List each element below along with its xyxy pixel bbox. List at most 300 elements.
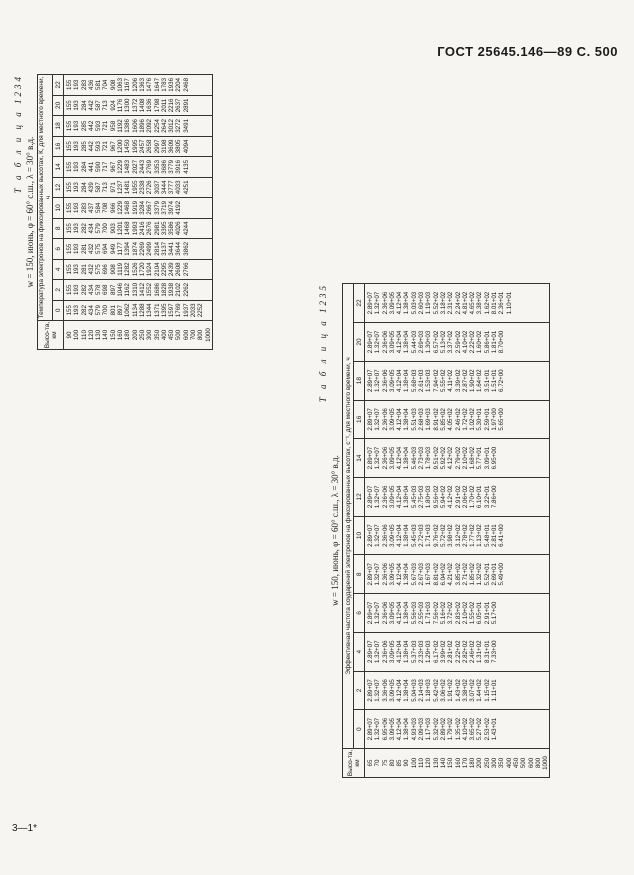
cell-value: 6.72+00: [498, 369, 506, 392]
altitude-value: 130: [432, 757, 440, 769]
cell-value: 439: [87, 182, 95, 193]
cell-value: 2.36+06: [381, 485, 389, 509]
altitude-value: 350: [153, 329, 161, 341]
cell-value: 949: [109, 243, 117, 254]
altitude-value: 100: [73, 329, 81, 341]
cell-value: 1.43+01: [491, 717, 499, 741]
cell-value: 967: [109, 141, 117, 152]
cell-value: 3.38+02: [461, 679, 469, 702]
cell-value: 1206: [131, 77, 139, 92]
cell-value: 6.41+00: [498, 524, 506, 547]
cell-value: 3.09+05: [388, 717, 396, 741]
cell-value: 281: [80, 264, 88, 275]
cell-value: 3395: [160, 221, 168, 236]
cell-value: 6.10+01: [476, 485, 484, 509]
cell-value: 1.18+03: [425, 679, 433, 702]
cell-value: 2.81+02: [447, 640, 455, 663]
cell-value: 4.12+04: [396, 563, 404, 586]
hour-header: 10: [53, 198, 64, 218]
cell-value: 5.56+03: [410, 601, 418, 625]
cell-value: 193: [73, 223, 81, 234]
cell-value: 4.12+04: [396, 408, 404, 431]
cell-value: 2637: [175, 98, 183, 113]
cell-value: 193: [73, 264, 81, 275]
hour-header: 8: [53, 218, 64, 238]
altitude-header: Высо-та, км: [343, 749, 365, 778]
cell-value: 155: [66, 79, 73, 90]
cell-value: 5.04+03: [410, 679, 418, 702]
cell-value: 155: [66, 264, 73, 275]
altitude-value: 120: [87, 329, 95, 341]
cell-value: 3.99+02: [439, 640, 447, 663]
cell-value: 4.93+03: [410, 717, 418, 741]
value-column: [365, 400, 550, 439]
cell-value: 1.38+04: [403, 369, 411, 392]
hour-header: 6: [53, 239, 64, 259]
cell-value: 5.67+03: [410, 563, 418, 586]
cell-value: 2.31+02: [447, 291, 455, 315]
cell-value: 1.32+07: [374, 369, 382, 392]
cell-value: 1201: [117, 221, 125, 236]
altitude-value: 85: [396, 759, 404, 767]
cell-value: 2457: [138, 139, 146, 154]
cell-value: 1.32+07: [374, 524, 382, 547]
cell-value: 4192: [175, 200, 183, 215]
cell-value: 2104: [153, 262, 161, 277]
cell-value: 283: [80, 202, 88, 213]
cell-value: 193: [73, 79, 81, 90]
altitude-value: 150: [109, 329, 117, 341]
cell-value: 1783: [160, 77, 168, 92]
cell-value: 2.36+06: [381, 330, 389, 354]
cell-value: 2092: [146, 119, 154, 133]
cell-value: 1229: [117, 159, 125, 174]
cell-value: 4.21+02: [447, 563, 455, 586]
cell-value: 282: [80, 223, 88, 234]
cell-value: 1162: [124, 283, 132, 297]
cell-value: 441: [87, 161, 95, 173]
cell-value: 2338: [138, 180, 146, 195]
cell-value: 2.61+03: [418, 369, 426, 392]
cell-value: 1.90+02: [469, 369, 477, 392]
cell-value: 2.91+02: [454, 485, 462, 509]
cell-value: 5.94+02: [439, 485, 447, 509]
cell-value: 5.37+03: [410, 640, 418, 663]
cell-value: 4.10+02: [461, 330, 469, 354]
cell-value: 579: [95, 305, 103, 316]
cell-value: 1686: [153, 282, 161, 297]
cell-value: 5.30+01: [476, 408, 484, 431]
altitude-header: Высо-та, км: [38, 321, 64, 350]
cell-value: 1995: [131, 139, 139, 154]
cell-value: 2.75+03: [418, 485, 426, 509]
table-1234-caption: Т а б л и ц а 1234: [13, 74, 23, 194]
cell-value: 2.69+01: [491, 563, 499, 586]
cell-value: 1828: [160, 282, 168, 297]
cell-value: 3.09+05: [388, 291, 396, 315]
cell-value: 2.36+06: [381, 369, 389, 392]
cell-value: 3.22+01: [483, 485, 491, 509]
cell-value: 4.10+02: [461, 717, 469, 741]
cell-value: 1938: [168, 282, 176, 297]
cell-value: 2891: [182, 98, 190, 113]
cell-value: 3805: [175, 139, 183, 154]
cell-value: 1412: [138, 282, 146, 297]
cell-value: 1310: [131, 282, 139, 297]
cell-value: 5.86+01: [483, 330, 491, 354]
cell-value: 1.32+07: [374, 717, 382, 741]
cell-value: 1046: [117, 282, 125, 297]
cell-value: 7.86+00: [491, 485, 499, 509]
altitude-value: 200: [476, 757, 484, 769]
cell-value: 3.07+02: [469, 679, 477, 702]
cell-value: 1.72+02: [461, 408, 469, 431]
altitude-value: 70: [374, 759, 382, 767]
cell-value: 6.05+01: [476, 601, 484, 625]
table-1235: [342, 283, 550, 778]
cell-value: 155: [66, 223, 73, 234]
cell-value: 2.36+06: [381, 524, 389, 547]
value-column: [365, 439, 550, 478]
value-column: [64, 300, 213, 320]
hour-header: 22: [53, 75, 64, 96]
cell-value: 4.12+04: [396, 640, 404, 663]
cell-value: 584: [95, 202, 103, 213]
hour-header: 2: [354, 671, 365, 710]
altitude-value: 1000: [204, 328, 212, 342]
cell-value: 1.70+02: [469, 485, 477, 509]
value-column: [365, 477, 550, 516]
cell-value: 1.15+02: [483, 679, 491, 702]
altitude-value: 1000: [542, 756, 550, 770]
hour-header: 6: [354, 594, 365, 633]
cell-value: 432: [87, 243, 95, 254]
cell-value: 587: [95, 182, 103, 193]
cell-value: 1.30+03: [425, 330, 433, 354]
cell-value: 436: [87, 79, 95, 90]
cell-value: 2.36+06: [381, 408, 389, 431]
cell-value: 1450: [124, 139, 132, 154]
cell-value: 8.70+00: [498, 330, 506, 354]
cell-value: 1.38+04: [403, 524, 411, 547]
cell-value: 590: [95, 161, 103, 173]
cell-value: 4.05+02: [447, 408, 455, 431]
cell-value: 3012: [168, 119, 176, 133]
cell-value: 1.32+07: [374, 601, 382, 625]
cell-value: 2.79+02: [454, 446, 462, 470]
cell-value: 1.67+03: [425, 563, 433, 586]
cell-value: 1.55+02: [469, 601, 477, 625]
cell-value: 4.12+04: [396, 717, 404, 741]
cell-value: 2269: [138, 241, 146, 256]
cell-value: 155: [66, 243, 73, 254]
altitude-value: 80: [388, 759, 396, 767]
value-column: [64, 259, 213, 279]
altitude-value: 200: [131, 329, 139, 341]
cell-value: 284: [80, 161, 88, 173]
cell-value: 4.12+04: [396, 524, 404, 547]
cell-value: 7.94+02: [432, 369, 440, 392]
cell-value: 1.38+04: [403, 640, 411, 663]
cell-value: 1.38+04: [403, 330, 411, 354]
cell-value: 698: [102, 284, 110, 295]
value-column: [365, 710, 550, 749]
hour-header: 18: [53, 116, 64, 136]
altitude-value: 140: [439, 757, 447, 769]
cell-value: 4135: [182, 159, 190, 174]
cell-value: 2.36+06: [381, 291, 389, 315]
cell-value: 1063: [117, 77, 125, 92]
cell-value: 1476: [146, 77, 154, 92]
cell-value: 3719: [160, 200, 168, 215]
cell-value: 2468: [182, 77, 190, 92]
cell-value: 2.55+03: [418, 601, 426, 625]
altitude-value: 250: [138, 329, 146, 341]
cell-value: 2.89+07: [367, 717, 374, 741]
hour-header: 22: [354, 284, 365, 323]
cell-value: 1606: [131, 119, 139, 133]
hour-header: 4: [354, 632, 365, 671]
cell-value: 2439: [168, 262, 176, 277]
cell-value: 1.32+07: [374, 291, 382, 315]
page-footer: 3—1*: [12, 823, 38, 834]
cell-value: 193: [73, 141, 81, 152]
cell-value: 2667: [146, 200, 154, 215]
value-column: [64, 75, 213, 96]
cell-value: 1955: [131, 180, 139, 195]
cell-value: 5.72+02: [439, 524, 447, 547]
cell-value: 4.12+04: [396, 446, 404, 470]
cell-value: 1924: [146, 262, 154, 277]
cell-value: 8.91+02: [432, 408, 440, 431]
cell-value: 3974: [168, 200, 176, 215]
cell-value: 2.89+07: [367, 485, 374, 509]
cell-value: 2676: [146, 221, 154, 236]
cell-value: 1.78+03: [425, 446, 433, 470]
cell-value: 1386: [124, 119, 132, 133]
cell-value: 897: [117, 305, 125, 316]
cell-value: 2981: [153, 221, 161, 236]
cell-value: 2.36+06: [381, 640, 389, 663]
hour-header: 20: [354, 323, 365, 362]
cell-value: 437: [87, 202, 95, 213]
cell-value: 1720: [138, 262, 146, 277]
cell-value: 2.53+02: [483, 717, 491, 741]
cell-value: 1.32+07: [374, 679, 382, 702]
cell-value: 5.49+00: [498, 563, 506, 586]
altitude-value: 160: [117, 329, 125, 341]
cell-value: 1.71+03: [425, 601, 433, 625]
cell-value: 578: [95, 284, 103, 295]
cell-value: 1636: [146, 98, 154, 113]
value-column: [365, 323, 550, 362]
cell-value: 6.04+02: [439, 563, 447, 586]
cell-value: 5.13+02: [439, 330, 447, 354]
cell-value: 3.39+02: [454, 369, 462, 392]
cell-value: 3.65+02: [469, 717, 477, 741]
cell-value: 3777: [168, 180, 176, 195]
cell-value: 2997: [153, 139, 161, 154]
cell-value: 5.03+03: [410, 291, 418, 315]
cell-value: 1192: [117, 119, 125, 133]
cell-value: 1.81+01: [491, 330, 499, 354]
cell-value: 1167: [124, 78, 132, 92]
cell-value: 3.09+05: [388, 524, 396, 547]
cell-value: 1.19+03: [425, 291, 433, 315]
altitude-value: 500: [520, 757, 528, 769]
cell-value: 2033: [190, 303, 198, 318]
cell-value: 1.51+01: [491, 369, 499, 392]
cell-value: 2.14+03: [418, 679, 426, 702]
cell-value: 5.32+02: [432, 717, 440, 741]
altitude-value: 350: [498, 757, 506, 769]
cell-value: 1.69+03: [425, 408, 433, 431]
cell-value: 1.43+02: [454, 679, 462, 702]
cell-value: 2.89+07: [367, 291, 374, 315]
cell-value: 3.09+05: [388, 408, 396, 431]
altitude-value: 110: [418, 758, 426, 768]
cell-value: 2102: [175, 282, 183, 297]
cell-value: 1.32+07: [374, 640, 382, 663]
cell-value: 2.06+02: [461, 485, 469, 509]
hour-header: 20: [53, 95, 64, 115]
cell-value: 903: [109, 223, 117, 234]
cell-value: 1176: [117, 98, 125, 113]
cell-value: 2.22+02: [469, 330, 477, 354]
hour-header: 14: [354, 439, 365, 478]
cell-value: 1.38+04: [403, 291, 411, 315]
cell-value: 1.38+04: [403, 408, 411, 431]
cell-value: 1936: [168, 77, 176, 92]
cell-value: 2.89+07: [367, 369, 374, 392]
cell-value: 2443: [138, 159, 146, 174]
altitude-value: 300: [146, 329, 154, 341]
cell-value: 3686: [160, 159, 168, 174]
cell-value: 1.11+01: [491, 679, 499, 702]
value-column: [365, 671, 550, 710]
cell-value: 281: [80, 243, 88, 254]
cell-value: 2766: [182, 262, 190, 277]
cell-value: 8.81+02: [432, 563, 440, 586]
cell-value: 2.67+03: [418, 563, 426, 586]
cell-value: 1.32+07: [374, 330, 382, 354]
cell-value: 721: [102, 141, 110, 152]
value-column: [64, 177, 213, 197]
cell-value: 958: [109, 120, 117, 132]
cell-value: 2.36+06: [381, 563, 389, 586]
cell-value: 5.44+03: [410, 330, 418, 354]
cell-value: 2.60+03: [418, 291, 426, 315]
cell-value: 2.89+02: [439, 717, 447, 741]
cell-value: 708: [102, 202, 110, 213]
cell-value: 2416: [138, 221, 146, 236]
cell-value: 593: [95, 141, 103, 152]
cell-value: 282: [80, 305, 88, 316]
value-column: [365, 632, 550, 671]
cell-value: 579: [95, 223, 103, 234]
cell-value: 1.02+02: [469, 408, 477, 431]
cell-value: 5.68+03: [410, 369, 418, 392]
value-column: [64, 198, 213, 218]
cell-value: 1372: [131, 98, 139, 113]
cell-value: 3.09+05: [388, 330, 396, 354]
cell-value: 1.71+03: [425, 524, 433, 547]
altitude-value: 75: [381, 759, 389, 767]
cell-value: 1.79+02: [447, 717, 455, 741]
cell-value: 5.52+01: [483, 563, 491, 586]
cell-value: 4.12+02: [447, 446, 455, 470]
cell-value: 1798: [153, 98, 161, 113]
cell-value: 1468: [124, 221, 132, 236]
cell-value: 193: [73, 202, 81, 213]
cell-value: 2608: [175, 262, 183, 277]
hour-header: 0: [354, 710, 365, 749]
altitude-value: 120: [425, 757, 433, 769]
cell-value: 9.56+02: [432, 485, 440, 509]
cell-value: 9.51+02: [432, 446, 440, 470]
cell-value: 2.09+03: [418, 717, 426, 741]
cell-value: 3.09+05: [388, 446, 396, 470]
cell-value: 1483: [124, 159, 132, 174]
altitude-value: 700: [190, 329, 198, 341]
cell-value: 5.48+01: [483, 524, 491, 547]
cell-value: 1552: [146, 282, 154, 297]
cell-value: 2262: [182, 282, 190, 297]
cell-value: 696: [102, 264, 110, 275]
cell-value: 6.17+02: [432, 640, 440, 663]
altitude-value: 400: [160, 329, 168, 341]
cell-value: 2.89+07: [367, 640, 374, 663]
cell-value: 1.80+03: [425, 485, 433, 509]
cell-value: 2.89+07: [367, 446, 374, 470]
cell-value: 442: [87, 100, 95, 111]
cell-value: 3862: [182, 241, 190, 256]
cell-value: 284: [80, 100, 88, 111]
cell-value: 5.92+02: [439, 446, 447, 470]
cell-value: 2027: [131, 159, 139, 174]
hour-header: 18: [354, 361, 365, 400]
hour-header: 8: [354, 555, 365, 594]
cell-value: 2.89+07: [367, 408, 374, 431]
cell-value: 432: [87, 264, 95, 275]
cell-value: 1.38+04: [403, 563, 411, 586]
cell-value: 1.68+02: [469, 446, 477, 470]
cell-value: 1.13+02: [476, 524, 484, 547]
cell-value: 593: [95, 120, 103, 132]
cell-value: 3.18+02: [439, 291, 447, 315]
altitude-value: 180: [469, 757, 477, 769]
cell-value: 2.73+03: [418, 446, 426, 470]
cell-value: 4244: [182, 221, 190, 236]
cell-value: 2216: [168, 98, 176, 113]
page-header: ГОСТ 25645.146—89 С. 500: [437, 44, 618, 59]
cell-value: 1.32+07: [374, 485, 382, 509]
cell-value: 1119: [117, 262, 125, 276]
cell-value: 1.32+07: [374, 563, 382, 586]
cell-value: 2252: [197, 303, 205, 318]
cell-value: 2.24+02: [454, 291, 462, 315]
cell-value: 5.77+01: [476, 446, 484, 470]
cell-value: 1300: [124, 98, 132, 113]
cell-value: 3441: [168, 241, 176, 256]
cell-value: 3.36+06: [381, 679, 389, 702]
cell-value: 155: [66, 100, 73, 111]
cell-value: 155: [66, 284, 73, 295]
value-column: [64, 95, 213, 115]
cell-value: 1344: [146, 303, 154, 318]
cell-value: 2.78+02: [461, 524, 469, 547]
altitude-value: 800: [534, 757, 542, 769]
